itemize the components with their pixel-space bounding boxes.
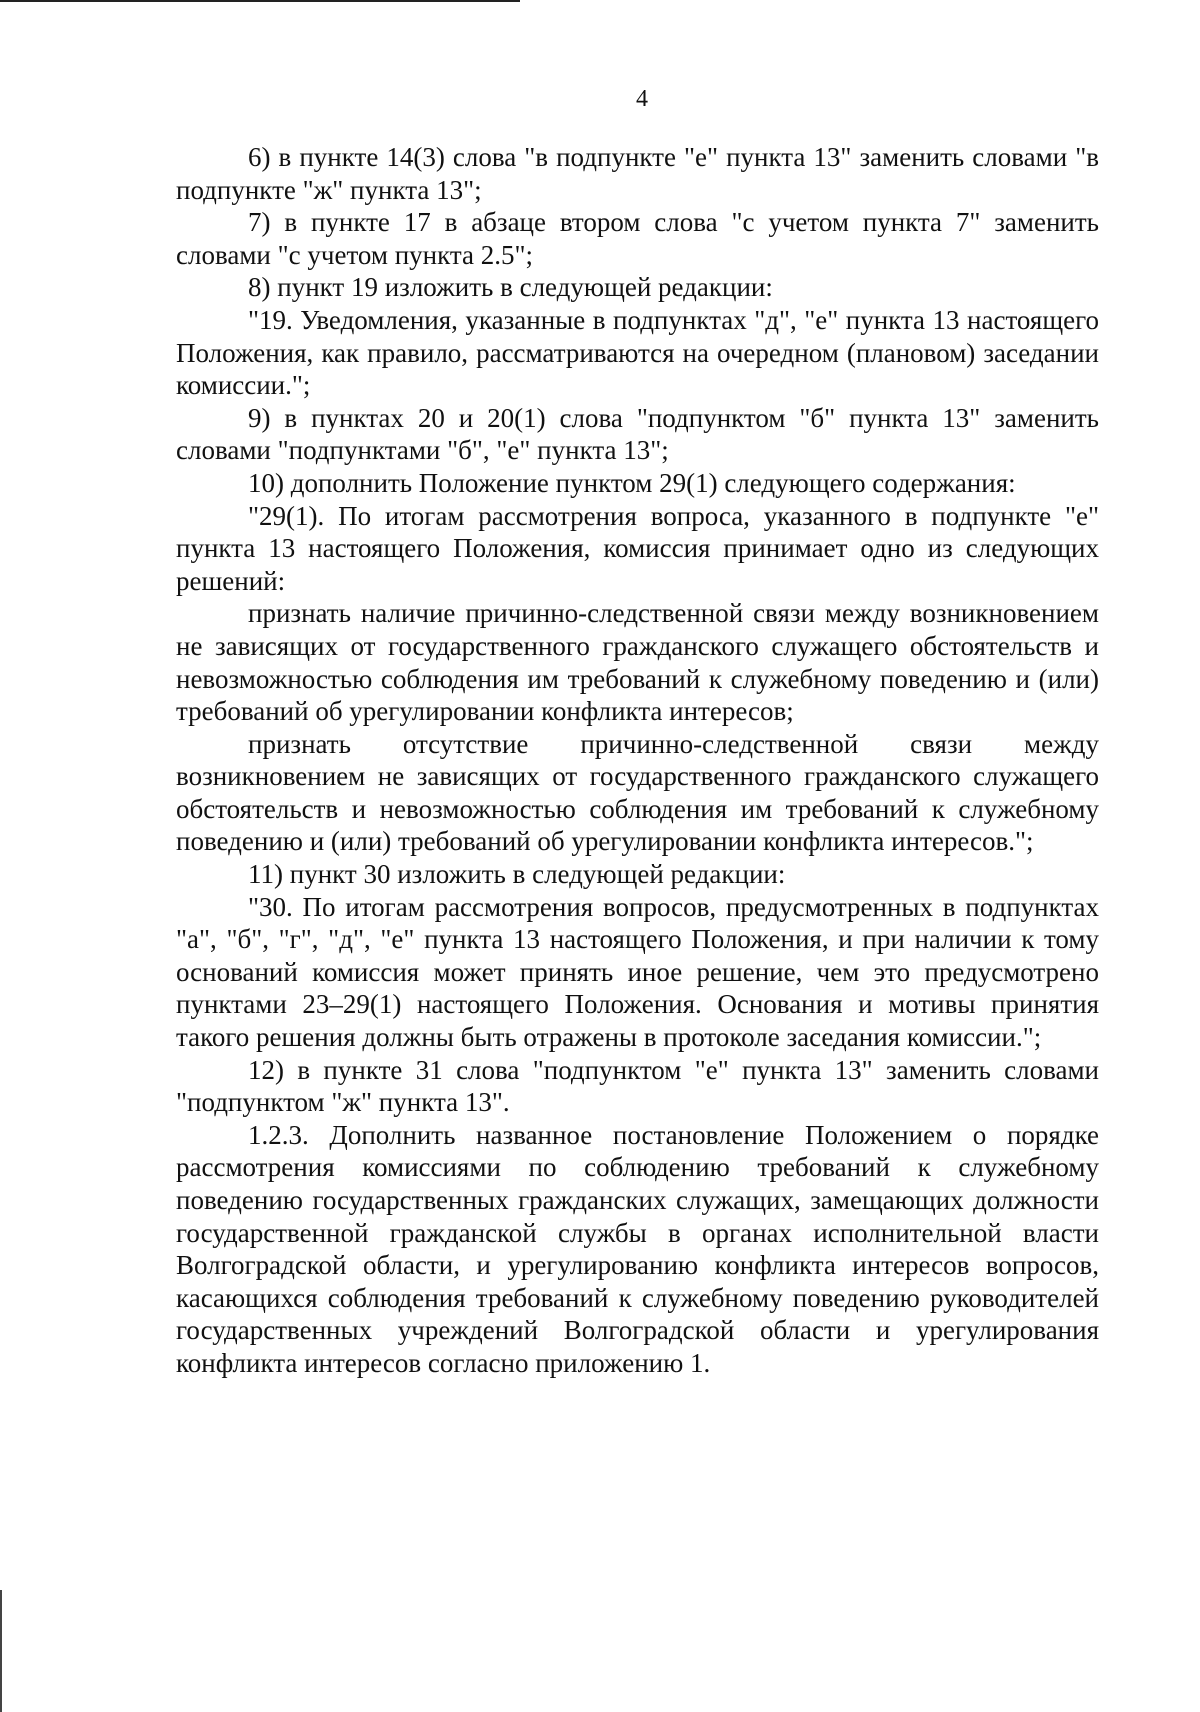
paragraph-item-11: 11) пункт 30 изложить в следующей редакции: xyxy=(248,859,786,890)
paragraph-quote-30: "30. По итогам рассмотрения вопросов, предусмотренных в подпунктах "а", "б", "г", "д", "е" пункта 13 настоящего Положения, и при наличии к тому оснований комиссия может принять иное решение, чем это предусмотрено пунктами 23–29(1) настоящего Положения. Основания и мотивы принятия такого решения должны быть отражены в протоколе заседания комиссии."; xyxy=(176,891,1099,1053)
scan-edge-line-top xyxy=(0,0,520,2)
paragraph-item-10: 10) дополнить Положение пунктом 29(1) следующего содержания: xyxy=(248,467,1016,498)
document-body xyxy=(176,141,1099,1380)
paragraph-item-9: 9) в пунктах 20 и 20(1) слова "подпунктом "б" пункта 13" заменить словами "подпунктами "б", "е" пункта 13"; xyxy=(176,402,1099,466)
scan-edge-line-left xyxy=(0,1590,2,1712)
paragraph-quote-29-1: "29(1). По итогам рассмотрения вопроса, указанного в подпункте "е" пункта 13 настоящего Положения, комиссия принимает одно из следующих решений: xyxy=(176,500,1099,596)
page-number: 4 xyxy=(636,86,648,112)
paragraph-decision-absence: признать отсутствие причинно-следственной связи между возникновением не зависящих от государственного гражданского служащего обстоятельств и невозможностью соблюдения им требований к служебному поведению и (или) требований об урегулировании конфликта интересов."; xyxy=(176,728,1099,857)
paragraph-item-12: 12) в пункте 31 слова "подпунктом "е" пункта 13" заменить словами "подпунктом "ж" пункта 13". xyxy=(176,1054,1099,1118)
paragraph-decision-presence: признать наличие причинно-следственной связи между возникновением не зависящих от государственного гражданского служащего обстоятельств и невозможностью соблюдения им требований к служебному поведению и (или) требований об урегулировании конфликта интересов; xyxy=(176,598,1099,727)
paragraph-section-1-2-3: 1.2.3. Дополнить названное постановление Положением о порядке рассмотрения комиссиями по соблюдению требований к служебному поведению государственных гражданских служащих, замещающих должности государственной гражданской службы в органах исполнительной власти Волгоградской области, и урегулированию конфликта интересов вопросов, касающихся соблюдения требований к служебному поведению руководителей государственных учреждений Волгоградской области и урегулирования конфликта интересов согласно приложению 1. xyxy=(176,1119,1099,1378)
paragraph-item-7: 7) в пункте 17 в абзаце втором слова "с учетом пункта 7" заменить словами "с учетом пункта 2.5"; xyxy=(176,207,1099,270)
paragraph-item-8: 8) пункт 19 изложить в следующей редакции: xyxy=(248,272,773,303)
paragraph-item-6: 6) в пункте 14(3) слова "в подпункте "е" пункта 13" заменить словами "в подпункте "ж" пункта 13"; xyxy=(176,142,1099,205)
paragraph-quote-19: "19. Уведомления, указанные в подпунктах "д", "е" пункта 13 настоящего Положения, как правило, рассматриваются на очередном (плановом) заседании комиссии."; xyxy=(176,304,1099,401)
